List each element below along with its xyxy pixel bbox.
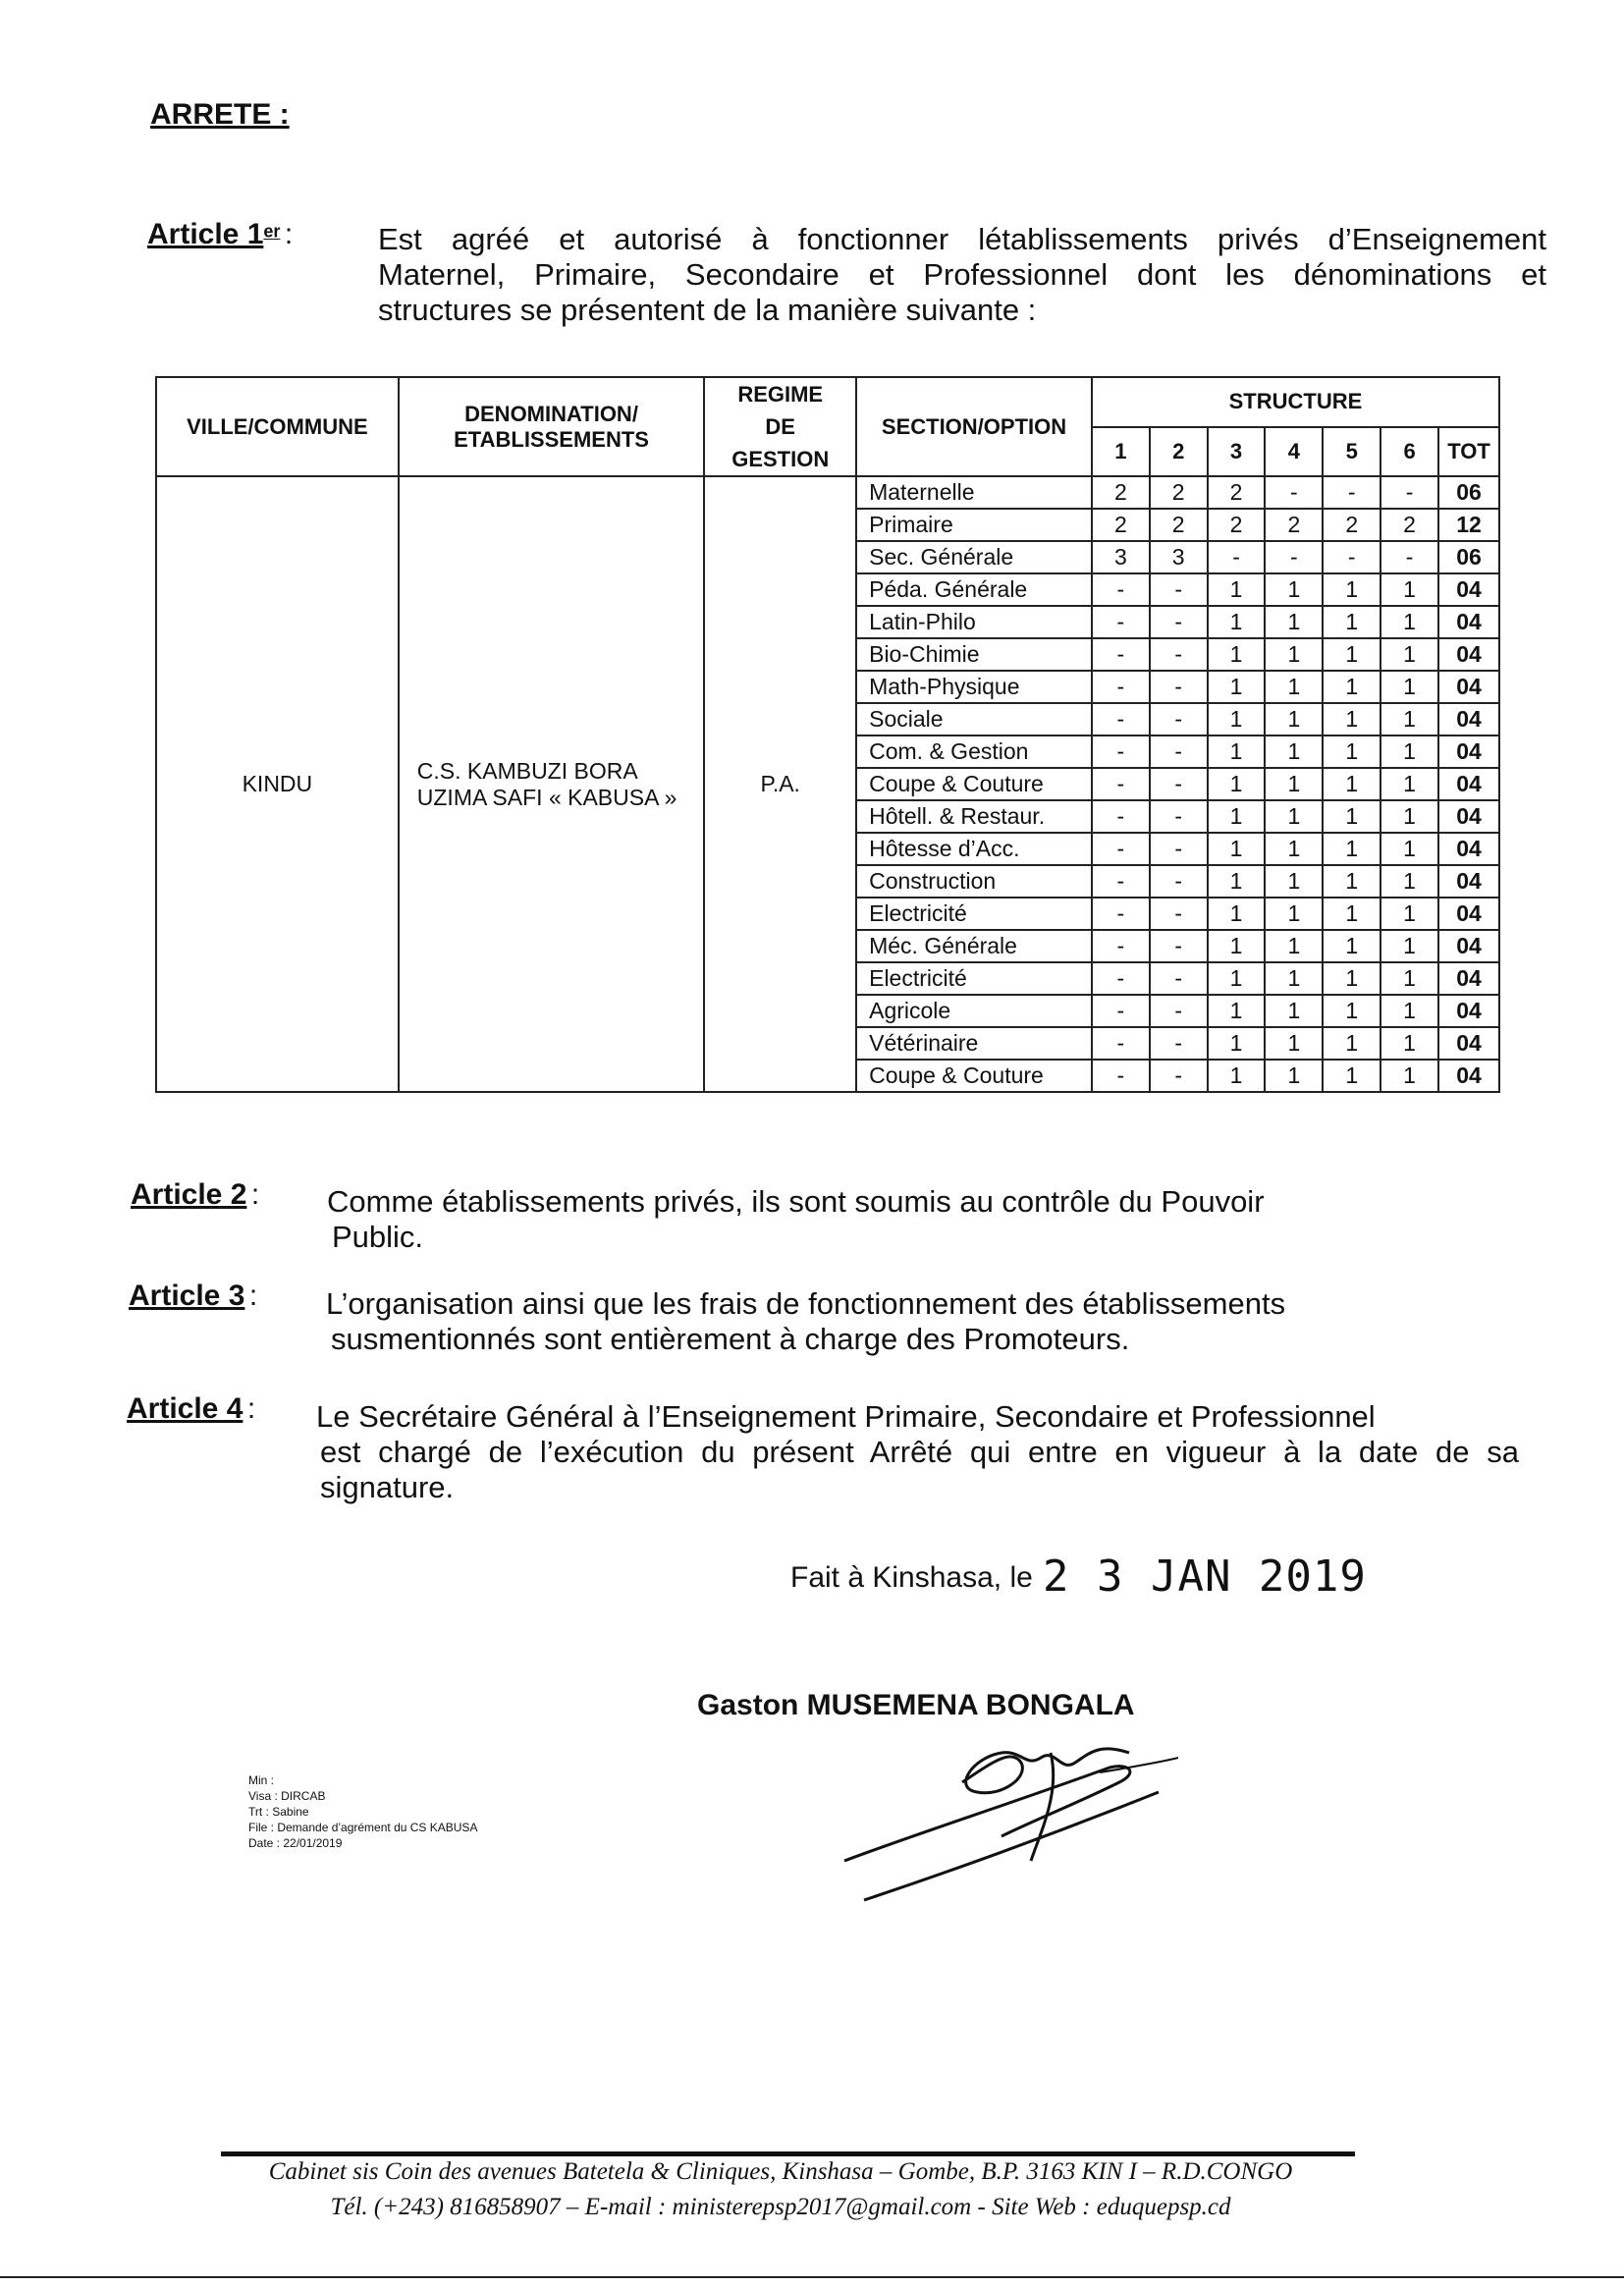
cell-option: Coupe & Couture	[856, 768, 1092, 800]
cell-total: 04	[1438, 573, 1499, 606]
article-2-text	[327, 1184, 1265, 1255]
cell-structure-value: -	[1150, 962, 1208, 995]
cell-option: Méc. Générale	[856, 930, 1092, 962]
cell-structure-value: 1	[1208, 898, 1266, 930]
page-edge-line	[0, 2276, 1624, 2278]
article-3-label-group	[129, 1280, 257, 1313]
cell-structure-value: 1	[1323, 735, 1380, 768]
handwritten-signature	[805, 1714, 1218, 1920]
cell-structure-value: 1	[1265, 962, 1323, 995]
cell-structure-value: 1	[1380, 800, 1438, 833]
cell-structure-value: 1	[1380, 671, 1438, 703]
cell-structure-value: 1	[1323, 768, 1380, 800]
cell-total: 04	[1438, 930, 1499, 962]
cell-structure-value: -	[1092, 1027, 1150, 1060]
cell-structure-value: 1	[1265, 898, 1323, 930]
cell-structure-value: 1	[1208, 1060, 1266, 1092]
cell-option: Coupe & Couture	[856, 1060, 1092, 1092]
cell-structure-value: -	[1150, 995, 1208, 1027]
cell-structure-value: 1	[1265, 800, 1323, 833]
footer-contact: Tél. (+243) 816858907 – E-mail : ministerepsp2017@gmail.com - Site Web : eduquepsp.cd	[330, 2194, 1231, 2220]
cell-ville	[156, 476, 399, 1092]
article-4-line: Le Secrétaire Général à l’Enseignement Primaire, Secondaire et Professionnel	[316, 1399, 1376, 1434]
cell-structure-value: 1	[1208, 930, 1266, 962]
cell-structure-value: 1	[1323, 800, 1380, 833]
article-4-line: est chargé de l’exécution du présent Arrêté qui entre en vigueur à la date de sa	[320, 1435, 1519, 1469]
cell-total: 04	[1438, 865, 1499, 898]
cell-total: 04	[1438, 1060, 1499, 1092]
cell-total: 12	[1438, 509, 1499, 541]
header-denomination-line: DENOMINATION/	[464, 401, 638, 426]
article-2-colon: :	[250, 1178, 260, 1211]
cell-option: Péda. Générale	[856, 573, 1092, 606]
article-2-line: Comme établissements privés, ils sont soumis au contrôle du Pouvoir	[327, 1184, 1265, 1219]
header-regime-line: REGIME	[737, 382, 824, 407]
cell-structure-value: 1	[1380, 573, 1438, 606]
cell-structure-value: 2	[1323, 509, 1380, 541]
cell-structure-value: -	[1150, 833, 1208, 865]
cell-option: Agricole	[856, 995, 1092, 1027]
cell-structure-value: 1	[1380, 606, 1438, 638]
cell-option: Primaire	[856, 509, 1092, 541]
cell-structure-value: 1	[1208, 703, 1266, 735]
cell-structure-value: 1	[1380, 995, 1438, 1027]
header-section: SECTION/OPTION	[856, 377, 1092, 476]
footer-rule	[221, 2151, 1355, 2156]
cell-structure-value: 1	[1208, 735, 1266, 768]
header-col: 5	[1323, 427, 1380, 477]
article-4-line: signature.	[320, 1470, 455, 1504]
cell-structure-value: 1	[1380, 865, 1438, 898]
date-stamp: 2 3 JAN 2019	[1043, 1552, 1367, 1602]
cell-total: 04	[1438, 703, 1499, 735]
cell-structure-value: -	[1380, 476, 1438, 509]
cell-structure-value: 1	[1208, 865, 1266, 898]
cell-structure-value: 1	[1323, 671, 1380, 703]
cell-structure-value: 2	[1380, 509, 1438, 541]
article-4-text	[316, 1399, 1519, 1505]
cell-structure-value: -	[1150, 1027, 1208, 1060]
cell-structure-value: 1	[1380, 1060, 1438, 1092]
cell-structure-value: 1	[1208, 995, 1266, 1027]
cell-structure-value: 1	[1208, 800, 1266, 833]
cell-total: 04	[1438, 962, 1499, 995]
article-1-line: Maternel, Primaire, Secondaire et Professionnel dont les dénominations et	[378, 257, 1546, 292]
cell-structure-value: 1	[1323, 833, 1380, 865]
cell-structure-value: -	[1092, 573, 1150, 606]
article-1-colon: :	[284, 218, 294, 250]
cell-structure-value: 1	[1380, 638, 1438, 671]
cell-option: Latin-Philo	[856, 606, 1092, 638]
cell-structure-value: 1	[1323, 962, 1380, 995]
cell-structure-value: 1	[1208, 833, 1266, 865]
cell-structure-value: 1	[1265, 671, 1323, 703]
signer-name: Gaston MUSEMENA BONGALA	[697, 1689, 1135, 1721]
place-text: Fait à Kinshasa, le	[790, 1561, 1033, 1594]
cell-structure-value: 1	[1323, 638, 1380, 671]
meta-min: Min :	[248, 1773, 275, 1787]
cell-option: Hôtell. & Restaur.	[856, 800, 1092, 833]
cell-option: Sociale	[856, 703, 1092, 735]
cell-option: Electricité	[856, 898, 1092, 930]
header-ville: VILLE/COMMUNE	[156, 377, 399, 476]
cell-structure-value: -	[1092, 1060, 1150, 1092]
cell-structure-value: 1	[1208, 573, 1266, 606]
cell-structure-value: 2	[1150, 509, 1208, 541]
cell-option: Construction	[856, 865, 1092, 898]
article-2-label: Article 2	[131, 1178, 247, 1211]
cell-structure-value: 1	[1323, 930, 1380, 962]
cell-structure-value: -	[1150, 735, 1208, 768]
cell-structure-value: -	[1380, 541, 1438, 573]
header-col-total: TOT	[1438, 427, 1499, 477]
cell-structure-value: 1	[1208, 671, 1266, 703]
cell-option: Electricité	[856, 962, 1092, 995]
header-regime-line: GESTION	[731, 447, 830, 471]
cell-structure-value: 1	[1380, 768, 1438, 800]
cell-structure-value: -	[1208, 541, 1266, 573]
decree-heading: ARRETE :	[150, 98, 290, 131]
article-3-text	[326, 1286, 1285, 1357]
cell-total: 06	[1438, 541, 1499, 573]
cell-structure-value: -	[1092, 865, 1150, 898]
cell-structure-value: 1	[1265, 703, 1323, 735]
table-row	[156, 476, 1499, 509]
cell-total: 06	[1438, 476, 1499, 509]
cell-structure-value: -	[1150, 865, 1208, 898]
cell-structure-value: 1	[1323, 573, 1380, 606]
cell-ville-line: KINDU	[242, 771, 313, 796]
cell-structure-value: 1	[1380, 833, 1438, 865]
header-denomination-line: ETABLISSEMENTS	[454, 426, 649, 452]
header-col: 3	[1208, 427, 1266, 477]
cell-structure-value: 2	[1208, 476, 1266, 509]
header-denomination	[399, 377, 705, 476]
article-4-label: Article 4	[127, 1392, 244, 1425]
header-regime	[704, 377, 856, 476]
cell-structure-value: 2	[1092, 476, 1150, 509]
cell-total: 04	[1438, 671, 1499, 703]
cell-structure-value: 1	[1208, 768, 1266, 800]
article-1-label-group	[147, 218, 293, 251]
cell-option: Com. & Gestion	[856, 735, 1092, 768]
header-regime-line: DE	[765, 414, 795, 439]
cell-structure-value: 3	[1092, 541, 1150, 573]
cell-total: 04	[1438, 898, 1499, 930]
cell-structure-value: 2	[1208, 509, 1266, 541]
cell-structure-value: 2	[1265, 509, 1323, 541]
cell-structure-value: 1	[1265, 930, 1323, 962]
cell-structure-value: 1	[1208, 606, 1266, 638]
cell-structure-value: 1	[1265, 1027, 1323, 1060]
cell-structure-value: 1	[1265, 735, 1323, 768]
header-col: 1	[1092, 427, 1150, 477]
structure-table	[155, 376, 1500, 1093]
cell-structure-value: -	[1150, 703, 1208, 735]
cell-structure-value: -	[1150, 671, 1208, 703]
article-1-line: structures se présentent de la manière suivante :	[378, 293, 1037, 327]
meta-file: File : Demande d’agrément du CS KABUSA	[248, 1821, 478, 1834]
cell-structure-value: 1	[1265, 606, 1323, 638]
cell-structure-value: 1	[1323, 1060, 1380, 1092]
cell-structure-value: 1	[1265, 638, 1323, 671]
cell-structure-value: -	[1092, 995, 1150, 1027]
cell-structure-value: -	[1150, 930, 1208, 962]
cell-structure-value: 1	[1265, 768, 1323, 800]
cell-structure-value: 1	[1323, 703, 1380, 735]
cell-structure-value: -	[1092, 898, 1150, 930]
cell-option: Maternelle	[856, 476, 1092, 509]
cell-total: 04	[1438, 995, 1499, 1027]
cell-regime	[704, 476, 856, 1092]
cell-structure-value: 1	[1323, 606, 1380, 638]
cell-option: Math-Physique	[856, 671, 1092, 703]
header-structure: STRUCTURE	[1092, 377, 1499, 427]
cell-structure-value: 2	[1150, 476, 1208, 509]
cell-structure-value: -	[1150, 1060, 1208, 1092]
cell-etablissement-line: UZIMA SAFI « KABUSA »	[416, 784, 677, 810]
cell-structure-value: 1	[1323, 995, 1380, 1027]
article-1-label: Article 1	[147, 218, 264, 250]
cell-structure-value: 1	[1265, 995, 1323, 1027]
article-4-colon: :	[246, 1392, 256, 1425]
article-2-label-group	[131, 1178, 259, 1212]
cell-structure-value: -	[1092, 703, 1150, 735]
cell-total: 04	[1438, 768, 1499, 800]
cell-structure-value: 1	[1380, 735, 1438, 768]
cell-structure-value: -	[1150, 638, 1208, 671]
cell-structure-value: -	[1092, 833, 1150, 865]
article-1-text	[378, 222, 1546, 328]
cell-structure-value: -	[1150, 768, 1208, 800]
cell-structure-value: -	[1092, 638, 1150, 671]
cell-structure-value: 1	[1265, 573, 1323, 606]
cell-total: 04	[1438, 606, 1499, 638]
cell-option: Vétérinaire	[856, 1027, 1092, 1060]
cell-structure-value: -	[1323, 476, 1380, 509]
cell-structure-value: -	[1150, 898, 1208, 930]
cell-total: 04	[1438, 638, 1499, 671]
article-4-label-group	[127, 1392, 255, 1426]
cell-etablissement	[399, 476, 705, 1092]
cell-structure-value: -	[1092, 671, 1150, 703]
cell-structure-value: 1	[1323, 1027, 1380, 1060]
cell-structure-value: -	[1150, 800, 1208, 833]
header-col: 2	[1150, 427, 1208, 477]
cell-total: 04	[1438, 800, 1499, 833]
article-1-line: Est agréé et autorisé à fonctionner létablissements privés d’Enseignement	[378, 222, 1546, 256]
article-3-line: susmentionnés sont entièrement à charge des Promoteurs.	[331, 1322, 1130, 1356]
cell-structure-value: 1	[1265, 833, 1323, 865]
article-3-colon: :	[248, 1280, 258, 1312]
cell-structure-value: -	[1323, 541, 1380, 573]
meta-date: Date : 22/01/2019	[248, 1836, 343, 1850]
cell-structure-value: 1	[1323, 898, 1380, 930]
meta-visa: Visa : DIRCAB	[248, 1789, 326, 1803]
article-2-line: Public.	[332, 1220, 424, 1254]
meta-trt: Trt : Sabine	[248, 1805, 309, 1819]
cell-structure-value: 1	[1380, 930, 1438, 962]
article-3-label: Article 3	[129, 1280, 245, 1312]
cell-structure-value: 1	[1380, 703, 1438, 735]
cell-total: 04	[1438, 1027, 1499, 1060]
cell-structure-value: -	[1150, 573, 1208, 606]
article-1-sup: er	[263, 221, 281, 242]
table-body	[156, 476, 1499, 1092]
header-col: 6	[1380, 427, 1438, 477]
cell-structure-value: 3	[1150, 541, 1208, 573]
article-3-line: L’organisation ainsi que les frais de fonctionnement des établissements	[326, 1286, 1286, 1321]
cell-structure-value: 1	[1265, 1060, 1323, 1092]
cell-structure-value: 1	[1380, 1027, 1438, 1060]
cell-structure-value: -	[1092, 606, 1150, 638]
cell-structure-value: 1	[1380, 898, 1438, 930]
cell-option: Hôtesse d’Acc.	[856, 833, 1092, 865]
cell-structure-value: 2	[1092, 509, 1150, 541]
cell-total: 04	[1438, 735, 1499, 768]
cell-structure-value: -	[1150, 606, 1208, 638]
cell-structure-value: -	[1092, 930, 1150, 962]
cell-option: Sec. Générale	[856, 541, 1092, 573]
cell-structure-value: -	[1092, 800, 1150, 833]
footer-address: Cabinet sis Coin des avenues Batetela & Cliniques, Kinshasa – Gombe, B.P. 3163 KIN I – R.D.CONGO	[268, 2158, 1293, 2185]
cell-structure-value: -	[1092, 962, 1150, 995]
cell-structure-value: -	[1092, 735, 1150, 768]
cell-regime-line: P.A.	[760, 771, 800, 796]
header-col: 4	[1265, 427, 1323, 477]
cell-structure-value: -	[1265, 476, 1323, 509]
cell-structure-value: -	[1265, 541, 1323, 573]
cell-structure-value: 1	[1208, 1027, 1266, 1060]
cell-etablissement-line: C.S. KAMBUZI BORA	[416, 757, 638, 784]
cell-structure-value: 1	[1323, 865, 1380, 898]
cell-structure-value: 1	[1208, 638, 1266, 671]
cell-total: 04	[1438, 833, 1499, 865]
cell-structure-value: -	[1092, 768, 1150, 800]
cell-option: Bio-Chimie	[856, 638, 1092, 671]
cell-structure-value: 1	[1265, 865, 1323, 898]
cell-structure-value: 1	[1208, 962, 1266, 995]
cell-structure-value: 1	[1380, 962, 1438, 995]
